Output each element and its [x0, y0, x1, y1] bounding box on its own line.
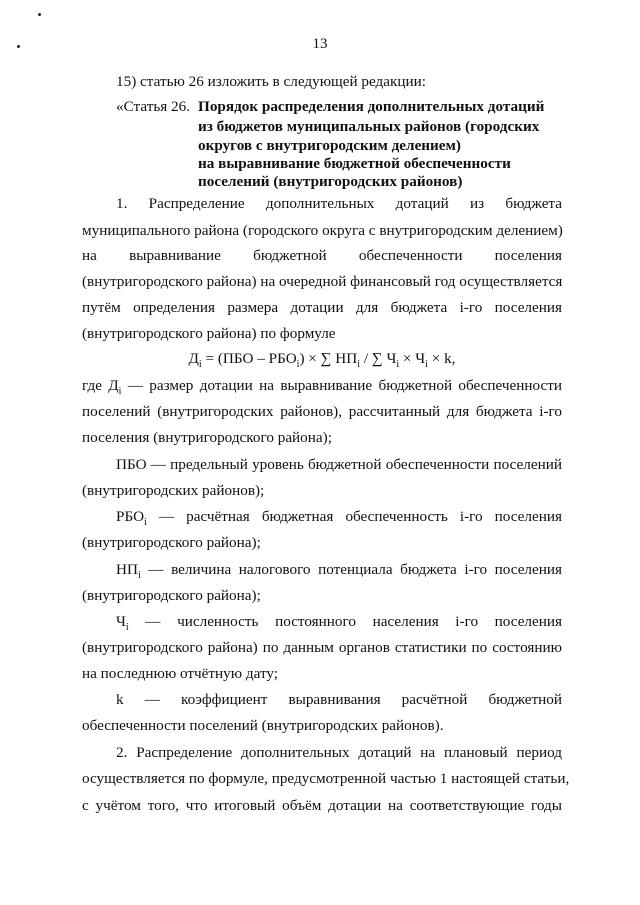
paragraph-line: с учётом того, что итоговый объём дотации на соответствующие годы [82, 797, 562, 814]
paragraph-line: на выравнивание бюджетной обеспеченности поселения [82, 247, 562, 264]
definition-subscript: i [118, 386, 122, 398]
formula-subscript: i [296, 359, 300, 371]
definition-line [116, 560, 562, 580]
paragraph-line: путём определения размера дотации для бюджета i-го поселения [82, 299, 562, 316]
formula-part: × Ч [399, 350, 426, 367]
formula-subscript: i [357, 359, 361, 371]
definition-text: — размер дотации на выравнивание бюджетной обеспеченности [121, 377, 562, 394]
intro-line: 15) статью 26 изложить в следующей редакции: [116, 73, 426, 90]
formula-subscript: i [396, 359, 400, 371]
formula-part: Д [188, 350, 199, 367]
article-title-line: на выравнивание бюджетной обеспеченности [198, 155, 511, 172]
page-number: 13 [312, 36, 328, 52]
paragraph-line: осуществляется по формуле, предусмотренной частью 1 настоящей статьи, [82, 770, 570, 787]
definition-line [116, 507, 562, 527]
article-prefix: «Статья 26. [116, 98, 191, 115]
paragraph-line: (внутригородского района) на очередной финансовый год осуществляется [82, 273, 563, 290]
definition-line [82, 376, 562, 396]
formula-part: ) × ∑ НП [299, 350, 358, 367]
definition-term: Ч [116, 613, 126, 630]
paragraph-line: (внутригородского района) по формуле [82, 325, 336, 342]
scan-speck [38, 13, 41, 16]
article-title-line: поселений (внутригородских районов) [198, 173, 463, 190]
definition-text: — расчётная бюджетная обеспеченность i-го поселения [146, 508, 562, 525]
article-title-line: Порядок распределения дополнительных дотаций [198, 98, 545, 115]
definition-line: ПБО — предельный уровень бюджетной обеспеченности поселений [116, 456, 562, 473]
formula-part: = (ПБО – РБО [201, 350, 297, 367]
article-title-line: из бюджетов муниципальных районов (городских [198, 118, 540, 135]
definition-subscript: i [137, 570, 141, 582]
definition-term: где Д [82, 377, 119, 394]
definition-text: — величина налогового потенциала бюджета i-го поселения [140, 561, 562, 578]
definition-term: РБО [116, 508, 145, 525]
definition-term: НП [116, 561, 138, 578]
formula-part: × k, [427, 350, 456, 367]
formula-part: / ∑ Ч [360, 350, 397, 367]
definition-line: (внутригородского района); [82, 587, 261, 604]
definition-line: k — коэффициент выравнивания расчётной бюджетной [116, 691, 562, 708]
distribution-formula [82, 349, 562, 369]
paragraph-line: 2. Распределение дополнительных дотаций на плановый период [116, 744, 562, 761]
formula-subscript: i [198, 359, 202, 371]
formula-subscript: i [425, 359, 428, 371]
paragraph-line: муниципального района (городского округа с внутригородским делением) [82, 222, 563, 239]
definition-line: обеспеченности поселений (внутригородских районов). [82, 717, 444, 734]
definition-line [116, 612, 562, 632]
definition-subscript: i [125, 622, 129, 634]
definition-line: поселения (внутригородского района); [82, 429, 332, 446]
definition-line: (внутригородского района) по данным органов статистики по состоянию [82, 639, 562, 656]
definition-line: на последнюю отчётную дату; [82, 665, 279, 682]
definition-line: поселений (внутригородских районов), рассчитанный для бюджета i-го [82, 403, 562, 420]
definition-line: (внутригородского района); [82, 534, 261, 551]
definition-line: (внутригородских районов); [82, 482, 265, 499]
definition-subscript: i [144, 517, 147, 529]
paragraph-line: 1. Распределение дополнительных дотаций из бюджета [116, 195, 562, 212]
article-title-line: округов с внутригородским делением) [198, 137, 461, 154]
definition-text: — численность постоянного населения i-го поселения [128, 613, 562, 630]
